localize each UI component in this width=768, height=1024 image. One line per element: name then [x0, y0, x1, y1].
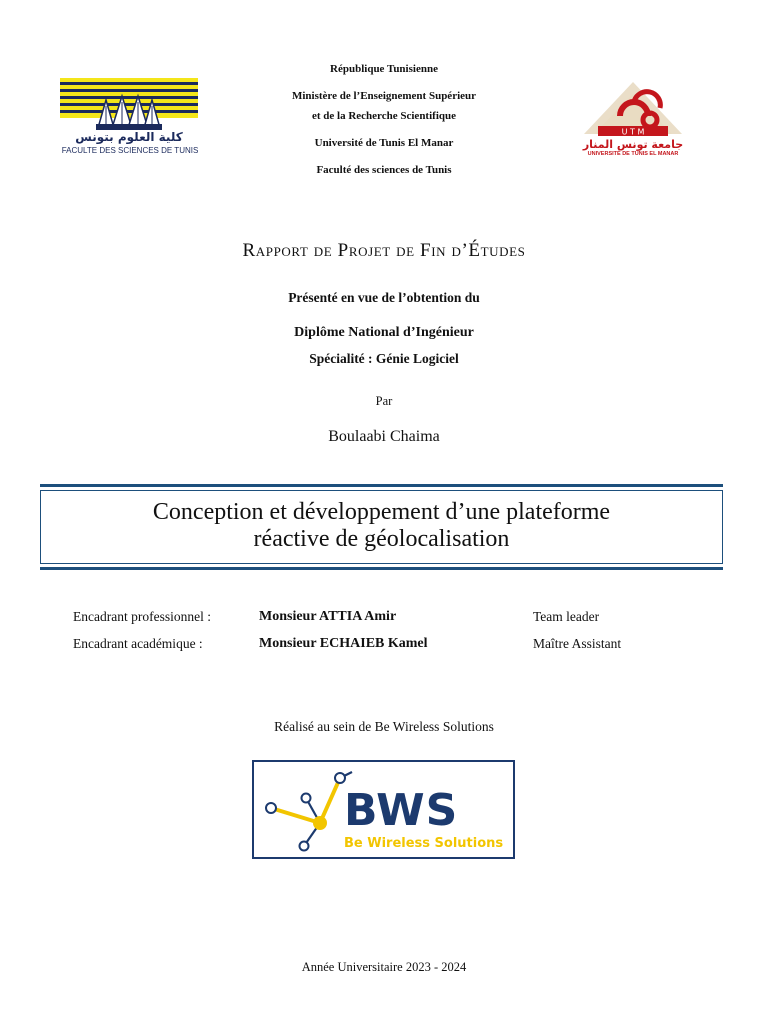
faculty-name: Faculté des sciences de Tunis: [316, 164, 452, 176]
supervisor-name: Monsieur ECHAIEB Kamel: [259, 636, 428, 651]
utm-arabic-name: جامعة تونس المنار: [582, 138, 684, 151]
specialty: Spécialité : Génie Logiciel: [309, 351, 459, 366]
ministry-line-2: et de la Recherche Scientifique: [312, 110, 456, 122]
project-title-box: [40, 484, 723, 570]
university-name: Université de Tunis El Manar: [314, 137, 454, 149]
ministry-line-1: Ministère de l’Enseignement Supérieur: [291, 90, 477, 102]
fst-caption: FACULTE DES SCIENCES DE TUNIS: [61, 146, 199, 155]
utm-emblem-icon: [578, 76, 688, 138]
report-type: Rapport de Projet de Fin d’Études: [242, 240, 526, 261]
academic-year: Année Universitaire 2023 - 2024: [301, 960, 467, 974]
utm-letters: U T M: [621, 127, 645, 137]
bws-logo: [252, 760, 515, 859]
company-line: Réalisé au sein de Be Wireless Solutions: [274, 719, 494, 734]
supervisor-label: Encadrant professionnel :: [73, 609, 211, 624]
supervisor-label: Encadrant académique :: [73, 636, 203, 651]
project-title-line-2: réactive de géolocalisation: [253, 526, 510, 552]
fst-arabic-name: كلية العلوم بتونس: [75, 130, 183, 144]
project-title-line-1: Conception et développement d’une plateforme: [152, 499, 611, 525]
supervisor-role: Team leader: [533, 609, 600, 624]
country-name: République Tunisienne: [330, 63, 438, 75]
supervisor-role: Maître Assistant: [533, 636, 622, 651]
bws-tagline: Be Wireless Solutions: [344, 836, 504, 851]
bws-acronym: BWS: [344, 785, 459, 836]
presented-line: Présenté en vue de l’obtention du: [288, 290, 480, 305]
supervisor-name: Monsieur ATTIA Amir: [259, 609, 397, 624]
utm-caption: UNIVERSITÉ DE TUNIS EL MANAR: [587, 151, 679, 157]
utm-logo: [578, 76, 688, 160]
author-name: Boulaabi Chaima: [328, 428, 440, 445]
by-label: Par: [375, 394, 393, 408]
diploma-name: Diplôme National d’Ingénieur: [294, 325, 474, 340]
